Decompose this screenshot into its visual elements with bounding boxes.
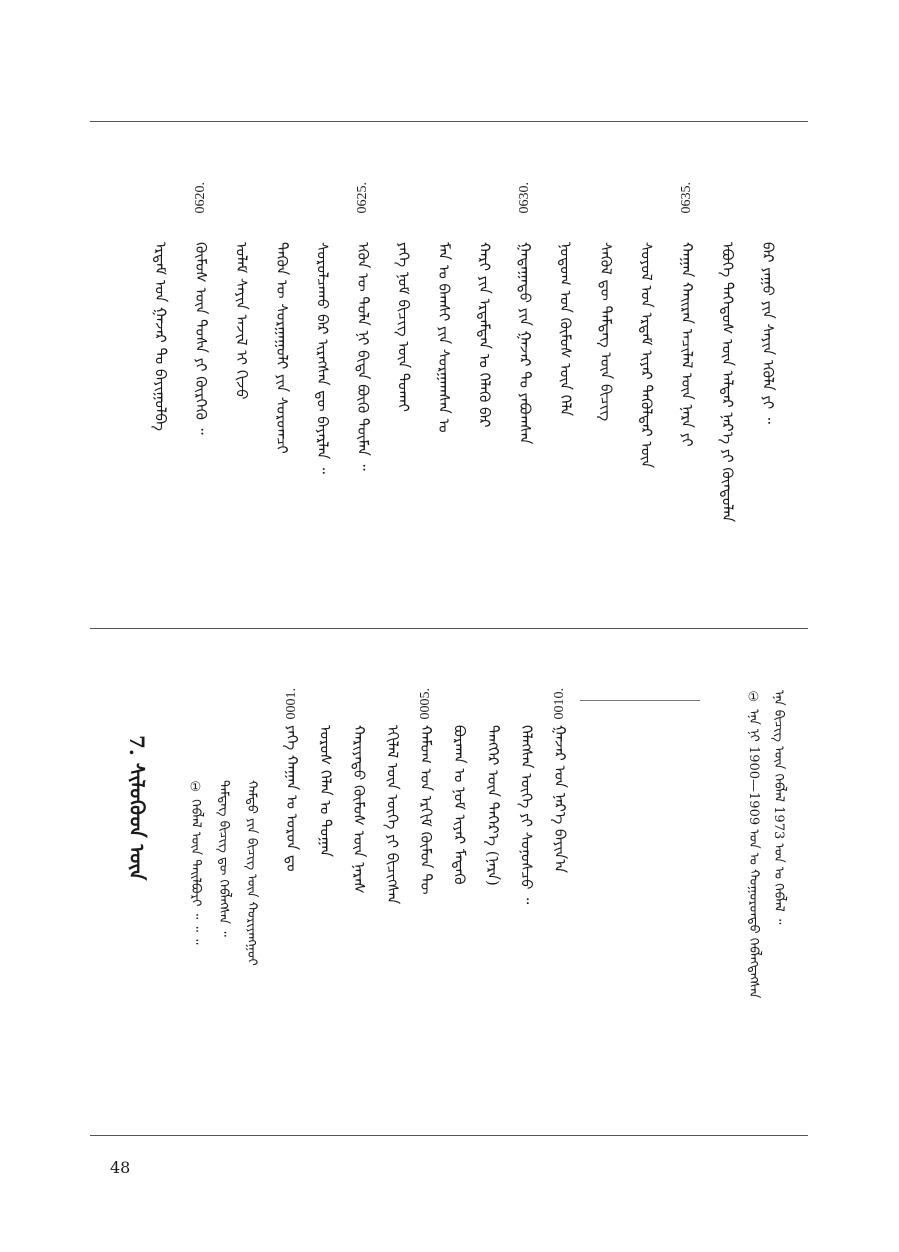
verse-line: ᠬᠠᠷᠢᠶᠠᠲᠤ ᠬᠦᠮᠦᠰ ᠦᠨ ᠨᠡᠷᠡᠰ bbox=[350, 725, 368, 894]
verse-line: ᠬᠡᠯᠡᠭᠰᠡᠨ ᠦᠭᠡ ᠶᠢ ᠰᠣᠨᠣᠰᠴᠤ ᠃ bbox=[517, 725, 536, 905]
line-number: 0001. bbox=[284, 688, 299, 720]
line-number: 0620. bbox=[193, 182, 208, 214]
section-heading: 7. ᠰᠢᠯᠦᠭᠦᠳ ᠦᠨ bbox=[125, 735, 149, 881]
verse-line: ᠶᠡᠬᠡ ᠬᠠᠭᠠᠨ ᠤ ᠤᠷᠤᠨ ᠳᠤ bbox=[283, 725, 301, 872]
verse-line: ᠬᠦᠮᠦᠰ ᠦᠨ ᠲᠤᠰᠠ ᠶᠢ ᠬᠦᠷᠭᠡᠬᠦ ᠃ bbox=[192, 242, 210, 435]
footnote-line: ① ᠬᠡᠪᠯᠡᠯ ᠦᠨ ᠲᠠᠢᠯᠪᠤᠷᠢ ᠃ ᠃ ᠃ bbox=[188, 780, 203, 945]
verse-line: ᠶᠡᠬᠡ ᠨᠤᠮ ᠪᠢᠴᠢᠭ ᠦᠨ ᠲᠤᠬᠠᠢ bbox=[394, 242, 413, 412]
verse-line: ᠤᠷᠤᠰ ᠬᠡᠯᠡᠨ ᠤ ᠲᠣᠭᠠᠨ bbox=[316, 725, 335, 858]
line-number: 0010. bbox=[552, 688, 567, 720]
verse-line: ᠮᠠᠨ ᠤ ᠪᠠᠭᠰᠢ ᠶᠢᠨ ᠰᠤᠷᠭᠠᠭᠰᠠᠨ ᠤ bbox=[435, 242, 453, 433]
verse-line: ᠰᠡᠭᠦᠯ ᠳᠦ ᠲᠡᠮᠳᠡᠭ ᠦᠨ ᠪᠢᠴᠢᠭ᠌ bbox=[597, 242, 615, 422]
verse-line: ᠤᠯᠠᠮ ᠰᠠᠶᠢᠨ ᠠᠵᠢᠯ ᠢ ᠬᠢᠵᠦ bbox=[232, 242, 251, 400]
line-number: 0630. bbox=[517, 182, 532, 214]
verse-line: ᠲᠡᠭᠦᠨ ᠦ ᠰᠤᠷᠭᠠᠭᠤᠯᠢ ᠶᠢᠨ ᠰᠤᠷᠤᠭᠴᠢ bbox=[273, 242, 291, 454]
verse-line: ᠡᠬᠢᠯᠡᠯ ᠦᠨ ᠦᠭᠡ ᠶᠢ ᠪᠢᠴᠢᠭᠰᠡᠨ bbox=[383, 725, 402, 905]
verse-line: ᠡᠷᠳᠡᠮ ᠤᠨ ᠭᠠᠵᠠᠷ ᠲᠤ ᠪᠠᠶᠢᠭᠤᠯᠪᠠ bbox=[151, 242, 170, 431]
verse-line: ᠪᠤᠷᠬᠠᠨ ᠤ ᠨᠣᠮ ᠢᠶᠠᠷ ᠮᠡᠳᠡᠬᠦ bbox=[450, 725, 469, 885]
verse-line: ᠭᠠᠳᠠᠭᠠᠳᠤ ᠶᠢᠨ ᠭᠠᠵᠠᠷ ᠲᠤ ᠶᠠᠪᠤᠭᠰᠠᠨ bbox=[516, 242, 534, 445]
verse-line: ᠪᠡᠷ ᠶᠠᠭᠤ ᠶᠢᠨ ᠰᠠᠶᠢᠨ ᠡᠭᠦᠯᠡ ᠶᠢ ᠃ bbox=[759, 242, 777, 424]
page-number: 48 bbox=[110, 1158, 131, 1177]
middle-rule bbox=[90, 628, 808, 629]
line-number: 0005. bbox=[418, 688, 433, 720]
footnote-line: ᠡᠨᠡ ᠪᠢᠴᠢᠭ ᠦᠨ ᠬᠡᠪᠯᠡᠯ 1973 ᠣᠨ ᠤ ᠬᠡᠪᠯᠡᠯ ᠃ bbox=[771, 690, 786, 925]
top-rule bbox=[90, 121, 808, 122]
line-number: 0635. bbox=[679, 182, 694, 214]
verse-line: ᠡᠪᠦᠭᠡ ᠳᠡᠭᠡᠳᠦᠰ ᠦᠨ ᠠᠯᠳᠠᠷ ᠨᠡᠷ᠎ᠡ ᠶᠢ ᠬᠦᠨᠳᠦᠯᠡᠨ bbox=[718, 242, 737, 523]
footnote-line: ᠲᠡᠮᠳᠡᠭ ᠪᠢᠴᠢᠭ ᠳᠦ ᠬᠡᠪᠯᠡᠭᠰᠡᠨ ᠃ bbox=[216, 780, 231, 937]
verse-line: ᠡᠭᠦᠨ ᠦ ᠲᠤᠯᠠ ᠨᠢ ᠪᠢᠳᠡ ᠪᠦᠬᠦ ᠲᠦᠮᠡᠨ ᠃ bbox=[354, 242, 372, 471]
bottom-rule bbox=[90, 1135, 808, 1136]
verse-line: ᠬᠠᠭᠠᠨ ᠬᠠᠢᠷᠠᠨ ᠠᠴᠢᠯᠠᠯ ᠦᠨ ᠨᠠᠷᠠ ᠶᠢ bbox=[678, 242, 696, 447]
footnote-rule bbox=[580, 700, 700, 701]
verse-line: ᠭᠠᠵᠠᠷ ᠤᠨ ᠨᠡᠷ᠎ᠡ ᠪᠠᠶᠢᠨ᠎ᠠ bbox=[551, 725, 569, 874]
verse-line: ᠰᠤᠷᠤᠯᠴᠠᠬᠤ ᠪᠡᠷ ᠢᠷᠡᠭᠰᠡᠨ ᠳᠦ ᠪᠠᠶᠠᠷᠯᠠᠨ ᠃ bbox=[313, 242, 332, 474]
footnote-line: ① ᠡᠨᠡ ᠨᠢ 1900—1909 ᠣᠨ ᠤ ᠬᠣᠭᠣᠷᠣᠨᠳᠣ ᠬᠡᠪᠯᠡᠭᠳᠡᠭᠰᠡᠨ bbox=[746, 690, 761, 999]
verse-line: ᠬᠠᠮᠤᠭ ᠤᠨ ᠡᠷᠬᠢᠮ ᠬᠦᠮᠦᠨ ᠲᠦ bbox=[417, 725, 435, 895]
verse-line: ᠲᠡᠩᠭᠡᠷ ᠦᠨ ᠳᠡᠭᠡᠷ᠎ᠡ (ᠨᠠᠷᠠ) bbox=[484, 725, 502, 886]
verse-line: ᠬᠠᠷᠢ ᠶᠢᠨ ᠡᠷᠳᠡᠮᠲᠡᠨ ᠤ ᠬᠡᠯᠡᠬᠦ ᠪᠡᠷ bbox=[475, 242, 494, 428]
verse-line: ᠨᠤᠲᠤᠭ ᠤᠨ ᠬᠦᠮᠦᠰ ᠦᠨ ᠬᠡᠯᠡ bbox=[556, 242, 575, 417]
footnote-line: ᠬᠠᠮᠲᠤ ᠶᠢᠨ ᠪᠢᠴᠢᠭ ᠦᠨ ᠬᠤᠷᠢᠶᠠᠩᠭᠤᠢ bbox=[244, 780, 259, 966]
verse-line: ᠰᠤᠶᠤᠯ ᠤᠨ ᠡᠷᠳᠡᠮ ᠢᠶᠡᠷ ᠲᠡᠭᠦᠯᠳᠡᠷ ᠦᠨ bbox=[637, 242, 656, 469]
line-number: 0625. bbox=[355, 182, 370, 214]
